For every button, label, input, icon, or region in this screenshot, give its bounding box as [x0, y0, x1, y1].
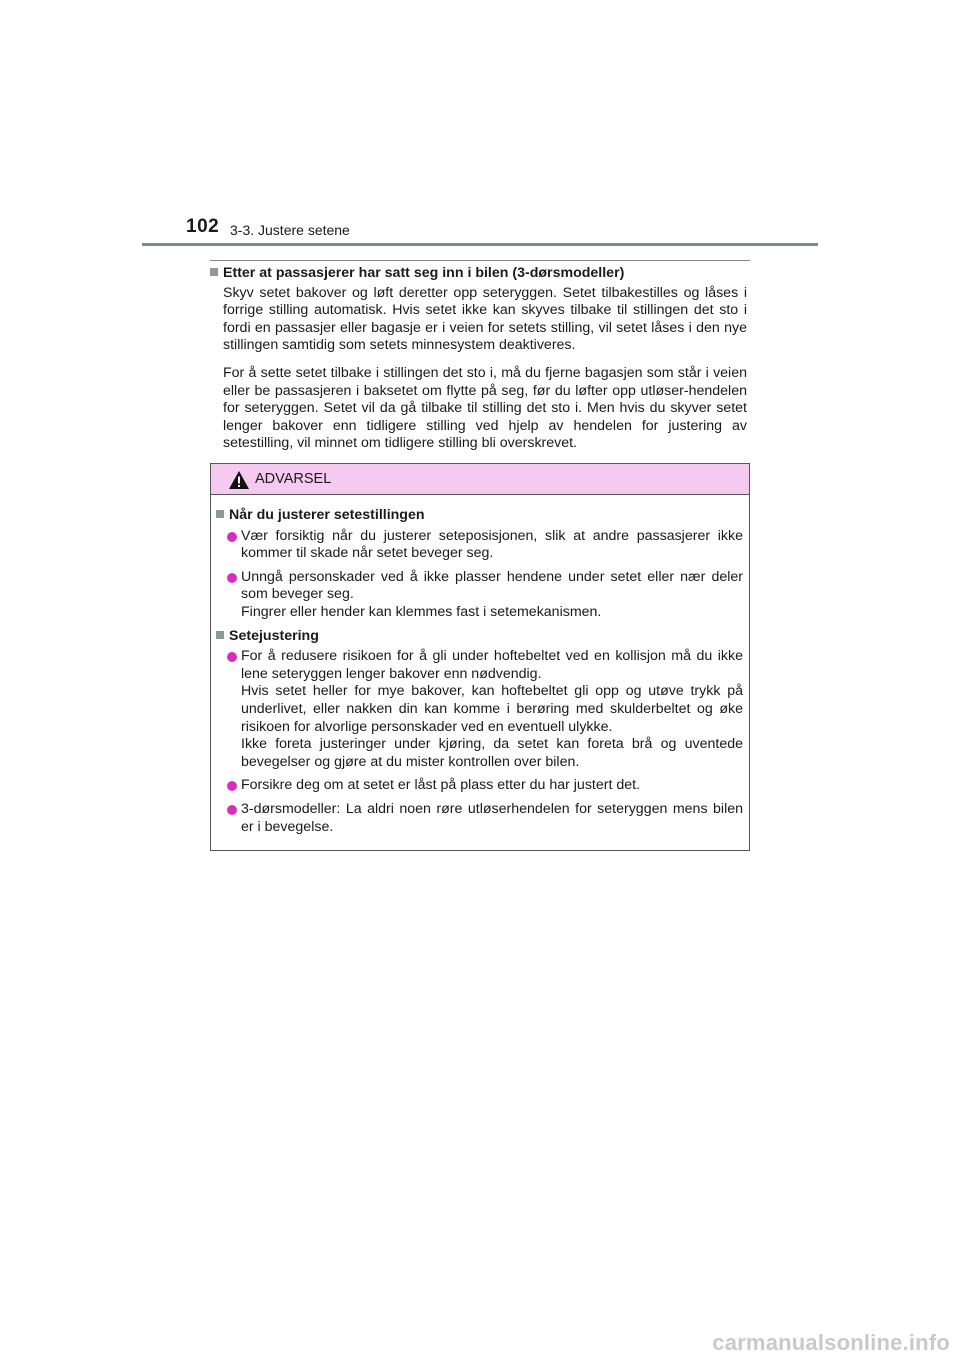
section	[210, 265, 747, 463]
square-bullet-icon	[216, 510, 224, 518]
warning-item-line: Fingrer eller hender kan klemmes fast i setemekanismen.	[241, 603, 602, 620]
square-bullet-icon	[210, 268, 218, 276]
warning-item	[216, 569, 743, 622]
warning-item-line: 3-dørsmodeller: La aldri noen røre utløserhendelen for seteryggen mens bilen er i bevegelse.	[241, 800, 743, 835]
warning-header	[211, 464, 749, 495]
warning-group-heading	[216, 507, 743, 525]
round-bullet-icon	[227, 652, 237, 662]
section-heading-text: Etter at passasjerer har satt seg inn i bilen (3-dørsmodeller)	[223, 265, 625, 281]
round-bullet-icon	[227, 781, 237, 791]
warning-item-line: Unngå personskader ved å ikke plasser hendene under setet eller nær deler som beveger seg.	[241, 568, 743, 603]
warning-title: ADVARSEL	[255, 471, 332, 487]
warning-box	[210, 463, 750, 851]
warning-item	[216, 777, 743, 795]
warning-group	[216, 628, 743, 837]
warning-item-line: Ikke foreta justeringer under kjøring, da setet kan foreta brå og uventede bevegelser og gjøre at du mister kontrollen over bilen.	[241, 736, 743, 770]
round-bullet-icon	[227, 573, 237, 583]
warning-item	[216, 648, 743, 771]
warning-item-line: For å redusere risikoen for å gli under hoftebeltet ved en kollisjon må du ikke lene seteryggen lenger bakover enn nødvendig.	[241, 648, 743, 682]
warning-group	[216, 507, 743, 622]
chapter-title: 3-3. Justere setene	[230, 222, 350, 238]
warning-item-line: Forsikre deg om at setet er låst på plass etter du har justert det.	[241, 777, 641, 794]
round-bullet-icon	[227, 805, 237, 815]
warning-item	[216, 528, 743, 563]
warning-item-line: Hvis setet heller for mye bakover, kan hoftebeltet gli opp og utøve trykk på underlivet, eller nakken din kan komme i berøring med skulderbeltet og øke risikoen for alvorlige personskader ved en eventuell ulykke.	[241, 683, 743, 735]
round-bullet-icon	[227, 532, 237, 542]
page-number: 102	[186, 216, 220, 237]
watermark[interactable]: carmanualsonline.info	[712, 1330, 950, 1355]
section-rule	[210, 260, 750, 261]
warning-group-heading-text: Setejustering	[229, 627, 319, 644]
warning-group-heading-text: Når du justerer setestillingen	[229, 507, 425, 523]
square-bullet-icon	[216, 631, 224, 639]
warning-item-line: Vær forsiktig når du justerer seteposisjonen, slik at andre passasjerer ikke kommer til skade når setet beveger seg.	[241, 527, 743, 562]
warning-item	[216, 801, 743, 836]
header-rule	[142, 243, 818, 246]
warning-triangle-icon	[228, 470, 250, 490]
section-paragraph: Skyv setet bakover og løft deretter opp seteryggen. Setet tilbakestilles og låses i forrige stilling automatisk. Hvis setet ikke kan skyves tilbake til stillingen det sto i fordi en passasjer eller bagasje er i veien for setets stilling, vil setet låses i den nye stillingen samtidig som setets minnesystem deaktiveres.	[223, 284, 747, 354]
section-heading	[210, 265, 747, 283]
warning-body	[211, 495, 749, 836]
section-paragraph: For å sette setet tilbake i stillingen det sto i, må du fjerne bagasjen som står i veien eller be passasjeren i baksetet om flytte på seg, før du løfter opp utløser-hendelen for seteryggen. Setet vil da gå tilbake til stilling det sto i. Men hvis du skyver setet lenger bakover enn tidligere stilling ved hjelp av hendelen for justering av setestilling, vil minnet om tidligere stilling bli overskrevet.	[223, 364, 747, 452]
warning-group-heading	[216, 628, 743, 646]
